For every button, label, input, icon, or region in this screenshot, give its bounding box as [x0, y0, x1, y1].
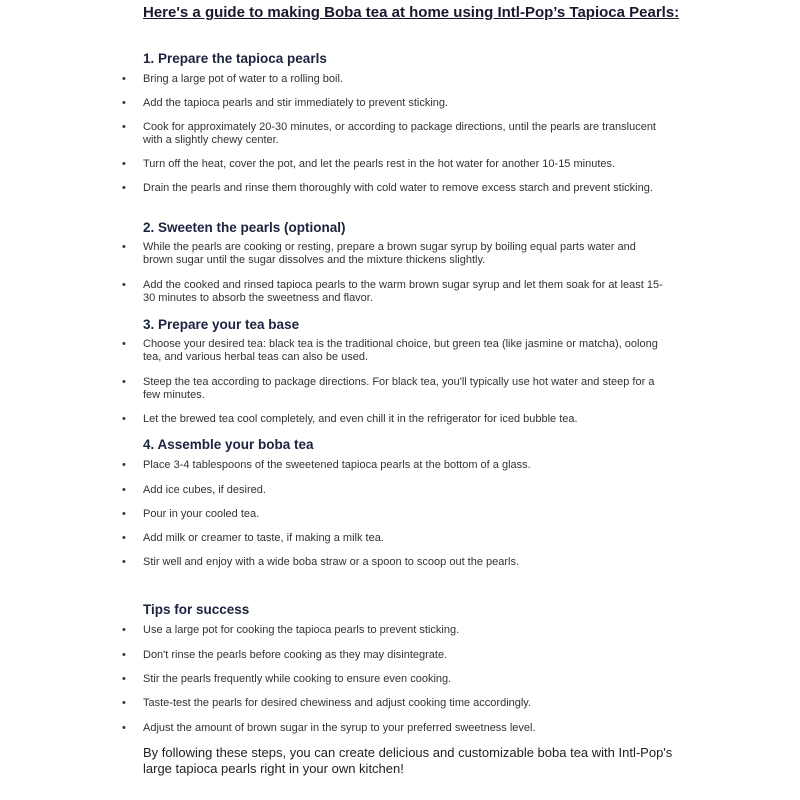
bullet-icon: • — [122, 376, 126, 388]
closing-paragraph: By following these steps, you can create delicious and customizable boba tea with Intl-Pop's large tapioca pearls right in your own kitchen! — [143, 745, 673, 776]
bullet-icon: • — [122, 182, 126, 194]
list-item-text: Don't rinse the pearls before cooking as they may disintegrate. — [143, 649, 448, 661]
bullet-icon: • — [122, 241, 126, 253]
section-heading: 3. Prepare your tea base — [143, 317, 300, 332]
list-item-text: Add ice cubes, if desired. — [143, 484, 266, 496]
list-item-text: Add the cooked and rinsed tapioca pearls to the warm brown sugar syrup and let them soak for at least 15-30 minutes to absorb the sweetness and flavor. — [143, 279, 663, 304]
list-item-text: Choose your desired tea: black tea is the traditional choice, but green tea (like jasmine or matcha), oolong tea, and various herbal teas can also be used. — [143, 338, 658, 363]
list-item-text: Place 3-4 tablespoons of the sweetened tapioca pearls at the bottom of a glass. — [143, 459, 531, 471]
bullet-icon: • — [122, 624, 126, 636]
bullet-icon: • — [122, 97, 126, 109]
section-heading: 4. Assemble your boba tea — [143, 437, 314, 452]
list-item-text: Bring a large pot of water to a rolling boil. — [143, 73, 343, 85]
list-item-text: Use a large pot for cooking the tapioca pearls to prevent sticking. — [143, 624, 460, 636]
list-item-text: Turn off the heat, cover the pot, and let the pearls rest in the hot water for another 10-15 minutes. — [143, 158, 616, 170]
bullet-icon: • — [122, 413, 126, 425]
list-item-text: Stir the pearls frequently while cooking to ensure even cooking. — [143, 673, 452, 685]
bullet-icon: • — [122, 697, 126, 709]
list-item-text: While the pearls are cooking or resting, prepare a brown sugar syrup by boiling equal parts water and brown sugar until the sugar dissolves and the mixture thickens slightly. — [143, 241, 636, 266]
bullet-icon: • — [122, 722, 126, 734]
bullet-icon: • — [122, 73, 126, 85]
list-item-text: Taste-test the pearls for desired chewiness and adjust cooking time accordingly. — [143, 697, 532, 709]
document-title: Here's a guide to making Boba tea at home using Intl-Pop’s Tapioca Pearls: — [143, 4, 680, 21]
bullet-icon: • — [122, 673, 126, 685]
bullet-icon: • — [122, 484, 126, 496]
bullet-icon: • — [122, 279, 126, 291]
list-item-text: Adjust the amount of brown sugar in the syrup to your preferred sweetness level. — [143, 722, 536, 734]
list-item-text: Drain the pearls and rinse them thoroughly with cold water to remove excess starch and prevent sticking. — [143, 182, 653, 194]
bullet-icon: • — [122, 508, 126, 520]
section-heading: Tips for success — [143, 602, 250, 617]
list-item-text: Pour in your cooled tea. — [143, 508, 260, 520]
section-heading: 1. Prepare the tapioca pearls — [143, 51, 327, 66]
bullet-icon: • — [122, 121, 126, 133]
section-heading: 2. Sweeten the pearls (optional) — [143, 220, 346, 235]
list-item-text: Add the tapioca pearls and stir immediately to prevent sticking. — [143, 97, 449, 109]
bullet-icon: • — [122, 158, 126, 170]
bullet-icon: • — [122, 459, 126, 471]
list-item-text: Let the brewed tea cool completely, and even chill it in the refrigerator for iced bubble tea. — [143, 413, 578, 425]
bullet-icon: • — [122, 556, 126, 568]
list-item-text: Stir well and enjoy with a wide boba straw or a spoon to scoop out the pearls. — [143, 556, 520, 568]
bullet-icon: • — [122, 649, 126, 661]
list-item-text: Cook for approximately 20-30 minutes, or according to package directions, until the pearls are translucent with a slightly chewy center. — [143, 121, 656, 146]
list-item-text: Add milk or creamer to taste, if making a milk tea. — [143, 532, 384, 544]
list-item-text: Steep the tea according to package directions. For black tea, you'll typically use hot water and steep for a few minutes. — [143, 376, 655, 401]
bullet-icon: • — [122, 338, 126, 350]
bullet-icon: • — [122, 532, 126, 544]
